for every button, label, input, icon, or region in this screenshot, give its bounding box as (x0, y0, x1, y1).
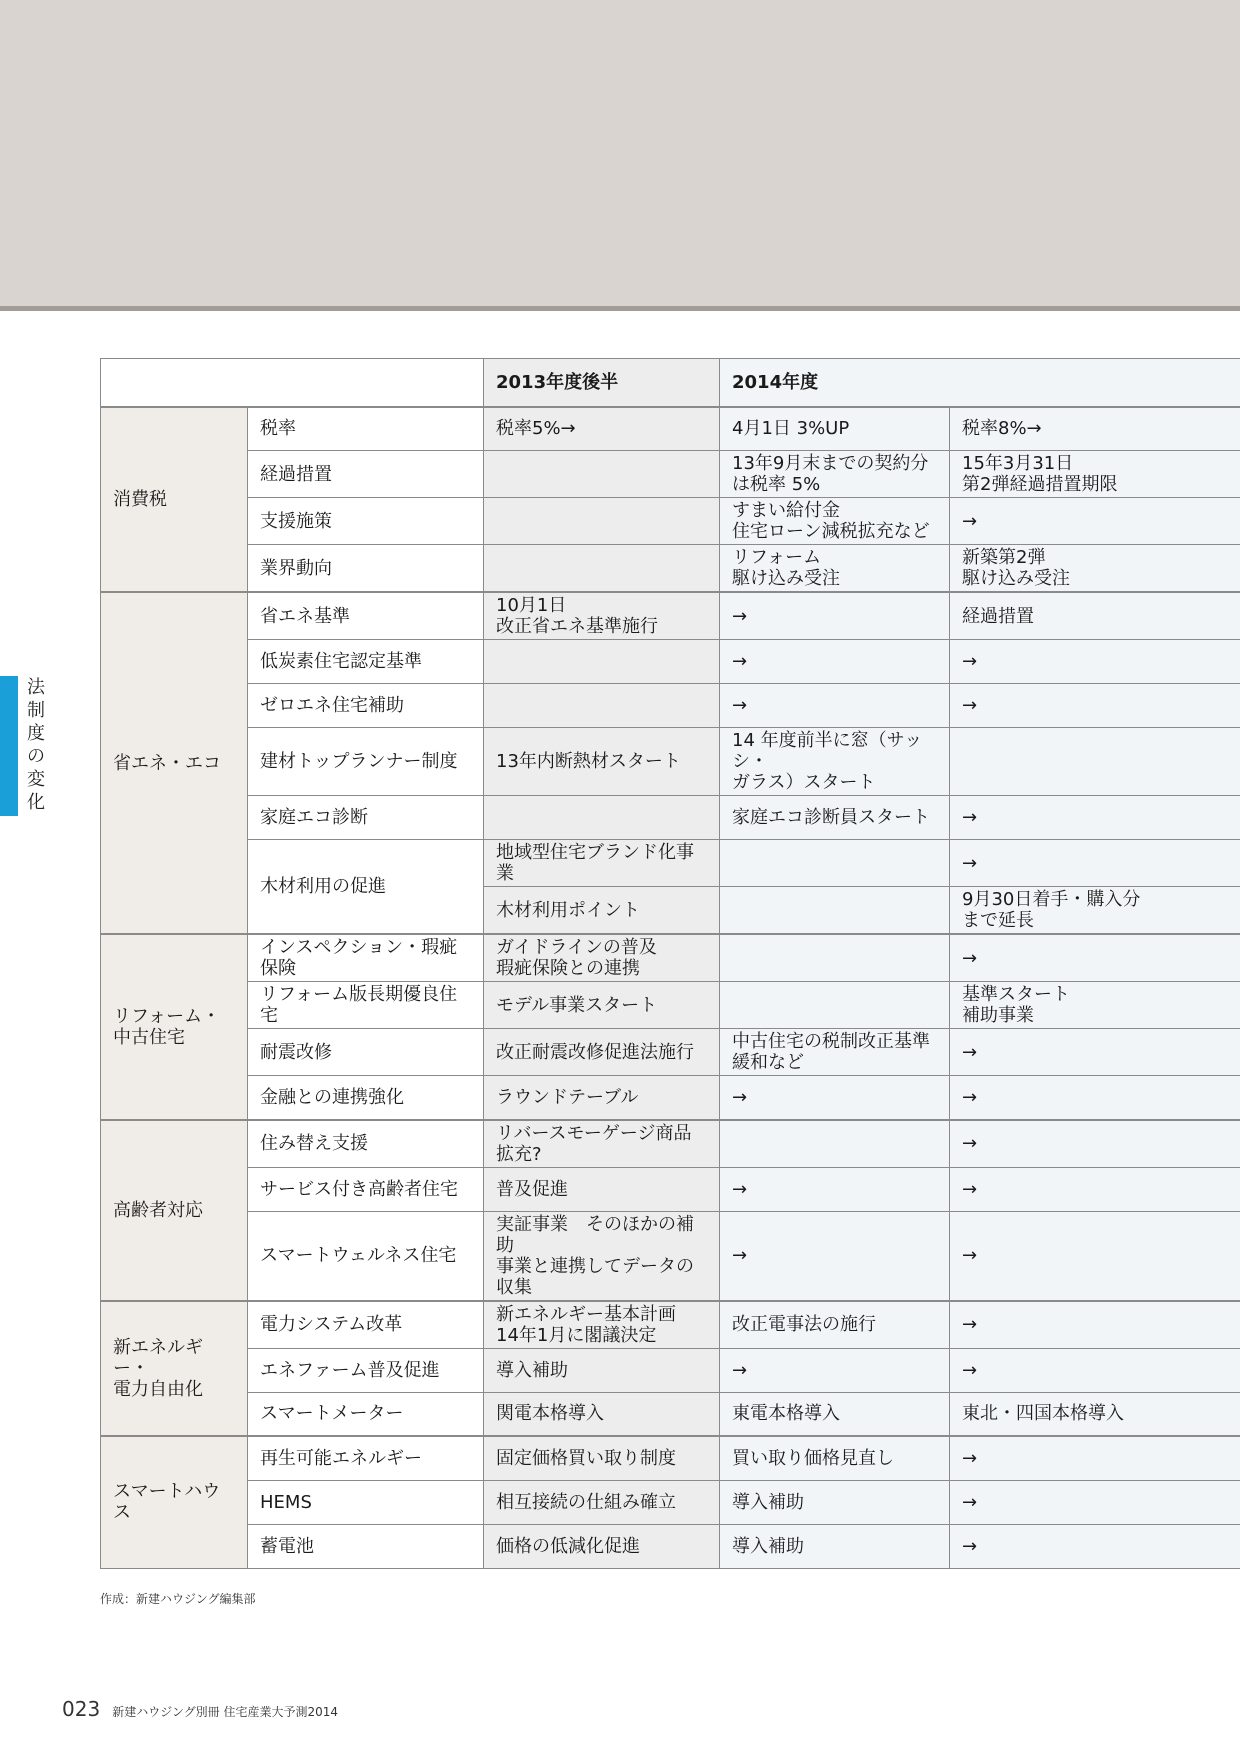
table-row (101, 1301, 1240, 1349)
cell-2014-a: → (720, 684, 950, 728)
cell-2014-a (720, 982, 950, 1029)
cell-2014-a: → (720, 1076, 950, 1120)
header-2014: 2014年度 (720, 359, 1240, 407)
source-note: 作成：新建ハウジング編集部 (100, 1592, 256, 1606)
cell-2014-b: 9月30日着手・購入分 まで延長 (950, 887, 1240, 935)
cell-2014-a: 中古住宅の税制改正基準 緩和など (720, 1029, 950, 1076)
section-label (24, 676, 48, 814)
cell-2014-a: リフォーム 駆け込み受注 (720, 545, 950, 593)
cell-2014-b: → (950, 1167, 1240, 1211)
cell-2013: ガイドラインの普及 瑕疵保険との連携 (484, 934, 720, 982)
cell-2014-b: → (950, 1524, 1240, 1568)
header-blank-cell (101, 359, 484, 407)
cell-2014-a: 東電本格導入 (720, 1392, 950, 1436)
item-cell: 木材利用の促進 (248, 840, 484, 935)
cell-2014-a: → (720, 640, 950, 684)
item-cell: 金融との連携強化 (248, 1076, 484, 1120)
cell-2014-b: → (950, 498, 1240, 545)
table-row (101, 1436, 1240, 1480)
item-cell: 税率 (248, 407, 484, 451)
header-2013: 2013年度後半 (484, 359, 720, 407)
cell-2014-b: 東北・四国本格導入 (950, 1392, 1240, 1436)
cell-2013: リバースモーゲージ商品拡充? (484, 1120, 720, 1168)
item-cell: エネファーム普及促進 (248, 1348, 484, 1392)
cell-2013 (484, 684, 720, 728)
cell-2013: 導入補助 (484, 1348, 720, 1392)
cell-2014-b: 税率8%→ (950, 407, 1240, 451)
table-row (101, 1348, 1240, 1392)
item-cell: ゼロエネ住宅補助 (248, 684, 484, 728)
item-cell: 蓄電池 (248, 1524, 484, 1568)
cell-2014-b: → (950, 1076, 1240, 1120)
cell-2014-b: → (950, 684, 1240, 728)
table-row (101, 1392, 1240, 1436)
table-row (101, 545, 1240, 593)
cell-2014-b (950, 728, 1240, 796)
table-row (101, 1524, 1240, 1568)
section-label-char: 制 (27, 700, 45, 721)
item-cell: 業界動向 (248, 545, 484, 593)
header-rule (0, 306, 1240, 311)
cell-2014-a: すまい給付金 住宅ローン減税拡充など (720, 498, 950, 545)
table-row (101, 640, 1240, 684)
category-cell: 高齢者対応 (101, 1120, 248, 1301)
cell-2013: 13年内断熱材スタート (484, 728, 720, 796)
cell-2014-b: → (950, 640, 1240, 684)
item-cell: 耐震改修 (248, 1029, 484, 1076)
cell-2014-a: 4月1日 3%UP (720, 407, 950, 451)
cell-2014-b: → (950, 840, 1240, 887)
cell-2013: 税率5%→ (484, 407, 720, 451)
section-label-char: 化 (27, 792, 45, 813)
section-label-char: 法 (27, 677, 45, 698)
cell-2013: 関電本格導入 (484, 1392, 720, 1436)
table-row (101, 407, 1240, 451)
cell-2013 (484, 545, 720, 593)
table-row (101, 934, 1240, 982)
cell-2013 (484, 451, 720, 498)
cell-2014-a: 改正電事法の施行 (720, 1301, 950, 1349)
cell-2013: 相互接続の仕組み確立 (484, 1480, 720, 1524)
cell-2014-b: 経過措置 (950, 592, 1240, 640)
table-row (101, 1076, 1240, 1120)
item-cell: 電力システム改革 (248, 1301, 484, 1349)
page-number: 023 (62, 1697, 101, 1721)
cell-2014-b: → (950, 1436, 1240, 1480)
table-header-row (101, 359, 1240, 407)
item-cell: スマートメーター (248, 1392, 484, 1436)
cell-2014-b: → (950, 1029, 1240, 1076)
item-cell: 建材トップランナー制度 (248, 728, 484, 796)
cell-2014-b: → (950, 1301, 1240, 1349)
table-row (101, 1029, 1240, 1076)
cell-2013 (484, 498, 720, 545)
cell-2014-b: 基準スタート 補助事業 (950, 982, 1240, 1029)
cell-2013: 実証事業 そのほかの補助 事業と連携してデータの収集 (484, 1211, 720, 1301)
cell-2014-a (720, 934, 950, 982)
cell-2013: 地域型住宅ブランド化事業 (484, 840, 720, 887)
item-cell: 再生可能エネルギー (248, 1436, 484, 1480)
cell-2014-b: 15年3月31日 第2弾経過措置期限 (950, 451, 1240, 498)
item-cell: 低炭素住宅認定基準 (248, 640, 484, 684)
table-row (101, 451, 1240, 498)
table-row (101, 1120, 1240, 1168)
section-label-char: 変 (27, 769, 45, 790)
cell-2013 (484, 796, 720, 840)
item-cell: サービス付き高齢者住宅 (248, 1167, 484, 1211)
category-cell: 新エネルギー・ 電力自由化 (101, 1301, 248, 1437)
cell-2014-a: 家庭エコ診断員スタート (720, 796, 950, 840)
policy-change-table (100, 358, 1240, 1569)
item-cell: 経過措置 (248, 451, 484, 498)
cell-2014-a: 導入補助 (720, 1480, 950, 1524)
cell-2013: 改正耐震改修促進法施行 (484, 1029, 720, 1076)
cell-2013: 木材利用ポイント (484, 887, 720, 935)
cell-2014-a: 買い取り価格見直し (720, 1436, 950, 1480)
cell-2014-b: → (950, 1480, 1240, 1524)
table-row (101, 796, 1240, 840)
cell-2014-a: → (720, 1348, 950, 1392)
cell-2014-b: → (950, 796, 1240, 840)
table-row (101, 684, 1240, 728)
item-cell: HEMS (248, 1480, 484, 1524)
cell-2013: ラウンドテーブル (484, 1076, 720, 1120)
cell-2013: 新エネルギー基本計画 14年1月に閣議決定 (484, 1301, 720, 1349)
cell-2014-a: 導入補助 (720, 1524, 950, 1568)
cell-2013: 10月1日 改正省エネ基準施行 (484, 592, 720, 640)
item-cell: 支援施策 (248, 498, 484, 545)
header-band (0, 0, 1240, 306)
cell-2014-a: → (720, 1211, 950, 1301)
category-cell: 省エネ・エコ (101, 592, 248, 934)
table-row (101, 1167, 1240, 1211)
table-row (101, 592, 1240, 640)
cell-2013: モデル事業スタート (484, 982, 720, 1029)
cell-2014-a: → (720, 1167, 950, 1211)
category-cell: スマートハウス (101, 1436, 248, 1568)
cell-2014-a (720, 1120, 950, 1168)
cell-2013 (484, 640, 720, 684)
cell-2014-b: → (950, 1120, 1240, 1168)
item-cell: インスペクション・瑕疵保険 (248, 934, 484, 982)
cell-2014-a (720, 840, 950, 887)
cell-2014-a (720, 887, 950, 935)
cell-2014-a: → (720, 592, 950, 640)
table-row (101, 840, 1240, 887)
cell-2014-a: 14 年度前半に窓（サッシ・ ガラス）スタート (720, 728, 950, 796)
table-row (101, 1211, 1240, 1301)
item-cell: スマートウェルネス住宅 (248, 1211, 484, 1301)
page-footer (62, 1697, 338, 1721)
cell-2014-b: → (950, 1348, 1240, 1392)
item-cell: リフォーム版長期優良住宅 (248, 982, 484, 1029)
table-row (101, 498, 1240, 545)
cell-2013: 固定価格買い取り制度 (484, 1436, 720, 1480)
cell-2013: 価格の低減化促進 (484, 1524, 720, 1568)
section-label-char: の (27, 746, 45, 767)
cell-2013: 普及促進 (484, 1167, 720, 1211)
section-tab-marker (0, 676, 18, 816)
table-row (101, 728, 1240, 796)
table-row (101, 1480, 1240, 1524)
category-cell: リフォーム・ 中古住宅 (101, 934, 248, 1120)
cell-2014-b: → (950, 934, 1240, 982)
cell-2014-b: → (950, 1211, 1240, 1301)
item-cell: 省エネ基準 (248, 592, 484, 640)
category-cell: 消費税 (101, 407, 248, 593)
table-row (101, 982, 1240, 1029)
item-cell: 家庭エコ診断 (248, 796, 484, 840)
section-label-char: 度 (27, 723, 45, 744)
cell-2014-b: 新築第2弾 駆け込み受注 (950, 545, 1240, 593)
cell-2014-a: 13年9月末までの契約分 は税率 5% (720, 451, 950, 498)
publication-title: 新建ハウジング別冊 住宅産業大予測2014 (112, 1705, 339, 1719)
item-cell: 住み替え支援 (248, 1120, 484, 1168)
